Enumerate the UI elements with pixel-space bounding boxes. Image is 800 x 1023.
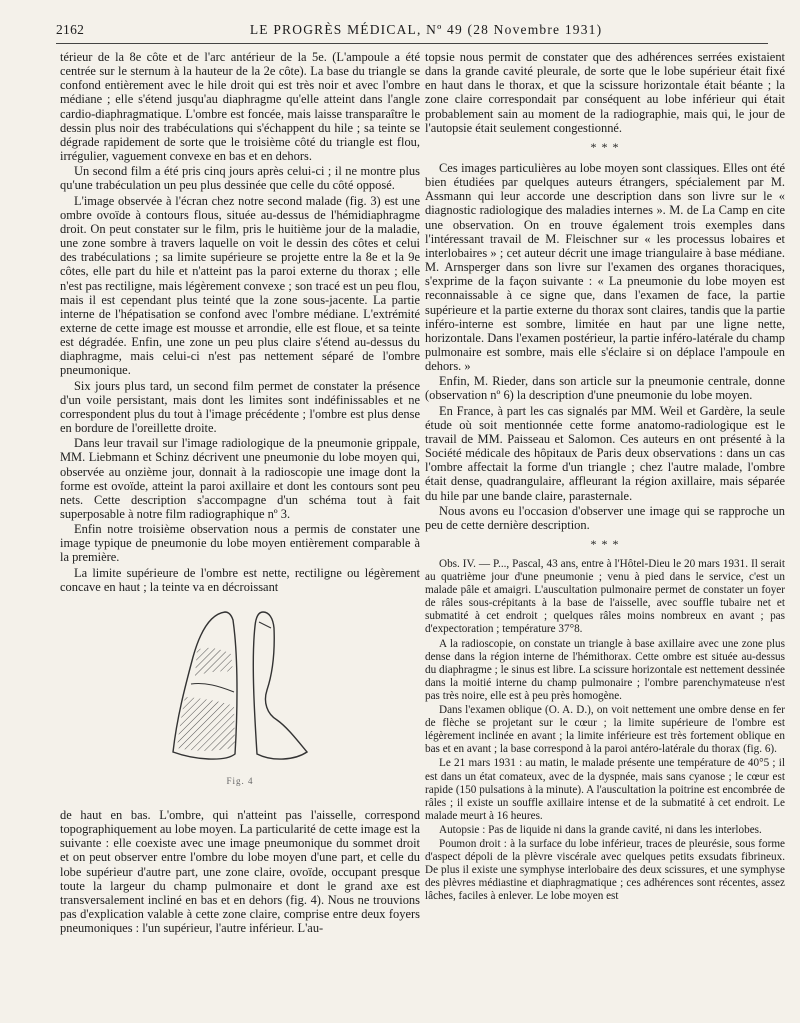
paragraph: Enfin notre troisième observation nous a permis de constater une image typique de pneumonie du lobe moyen entièrement comparable à la première. — [60, 522, 420, 565]
observation-block — [425, 558, 785, 903]
middle-lobe-shadow — [177, 697, 235, 751]
paragraph: La limite supérieure de l'ombre est nette, rectiligne ou légèrement concave en haut ; la teinte va en décroissant — [60, 565, 420, 594]
paragraph: Un second film a été pris cinq jours après celui-ci ; il ne montre plus qu'une trabéculation un peu plus dessinée que celle du côté opposé. — [60, 164, 420, 193]
paragraph: térieur de la 8e côte et de l'arc antérieur de la 5e. (L'ampoule a été centrée sur le sternum à la hauteur de la 2e côte). La base du triangle se confond entièrement avec le hile droit qui est très noir et avec l'ombre médiane ; elle s'étend jusqu'au diaphragme qu'elle atteint dans l'angle cardio-diaphragmatique. L'ombre est foncée, mais laisse transparaître le dessin plus noir des trabéculations qui s'échappent du hile ; sa teinte se dégrade rapidement de sorte que le troisième côté du triangle est flou, irrégulier, vaguement convexe en bas et en dehors. — [60, 50, 420, 164]
left-apex-mark — [259, 622, 271, 628]
lung-xray-sketch — [155, 602, 325, 772]
figure-caption: Fig. 4 — [226, 775, 254, 786]
paragraph: Nous avons eu l'occasion d'observer une image qui se rapproche un peu de cette dernière description. — [425, 503, 785, 532]
observation-paragraph: Autopsie : Pas de liquide ni dans la grande cavité, ni dans les interlobes. — [439, 823, 762, 836]
left-lung-outline — [253, 612, 307, 759]
page-header — [56, 22, 768, 42]
paragraph: L'image observée à l'écran chez notre second malade (fig. 3) est une ombre ovoïde à contours flous, située au-dessus de l'hémidiaphragme droit. On peut constater sur le film, pris le huitième jour de la maladie, une zone sombre à travers laquelle on voit le dessin des côtes et celui des trabéculations ; sa limite supérieure se projette entre la 8e et la 9e côtes, elle part du hile et n'atteint pas la paroi externe du thorax ; elle n'est pas rectiligne, mais légèrement convexe ; son tracé est un peu flou, mais il est cependant plus teinté que la zone sous-jacente. La partie interne de l'hépatisation se confond avec l'ombre médiane. L'extrémité externe de cette image est mousse et arrondie, elle est floue, et sa teinte est dégradée. Enfin, une zone un peu plus claire s'étend au-dessus du diaphragme, mais celui-ci n'est pas nettement séparé de l'ombre pneumonique. — [60, 193, 420, 378]
left-column — [60, 50, 420, 935]
paragraph: Ces images particulières au lobe moyen sont classiques. Elles ont été bien étudiées par quelques auteurs étrangers, spécialement par M. Assmann qui leur accorde une description dans son livre sur le « diagnostic radiologique des maladies internes ». M. de La Camp en cite une observation. On en trouve également trois exemples dans l'intéressant travail de M. Fleischner sur « les processus lobaires et interlobaires » ; cet auteur décrit une image triangulaire à base médiane. M. Arnsperger dans son livre sur l'examen des organes thoraciques, s'exprime de la façon suivante : « La pneumonie du lobe moyen est reconnaissable à ce signe que, dans l'examen de face, la partie supérieure et la partie externe du thorax sont claires, tandis que la partie inféro-interne est sombre, limitée en haut par une ligne nette, horizontale. Dans l'examen postérieur, la partie inféro-latérale du champ pulmonaire est sombre, mais elle s'éclaire si on déplace l'ampoule en dehors. » — [425, 160, 785, 374]
upper-lobe-shadow — [195, 648, 233, 676]
paragraph: En France, à part les cas signalés par MM. Weil et Gardère, la seule étude où soit mentionnée cette forme anatomo-radiologique est le travail de MM. Paisseau et Salomon. Ces auteurs en ont présenté à la Société médicale des hôpitaux de Paris deux observations : dans un cas l'ombre affectait la forme d'un triangle ; chez l'autre malade, l'ombre était dense, quadrangulaire, affleurant la région axillaire, mais séparée du hile par une bande claire, parasternale. — [425, 403, 785, 503]
section-separator: * * * — [590, 537, 620, 551]
header-rule — [56, 43, 768, 44]
figure-4 — [60, 602, 420, 798]
paragraph: topsie nous permit de constater que des adhérences serrées existaient dans la grande cavité pleurale, de sorte que le lobe supérieur était fixé en haut dans le thorax, et que la scissure horizontale était béante ; la zone claire correspondait par conséquent au lobe inférieur qui était probablement sain au moment de la radiographie, mais qui, le jour de l'autopsie était seulement congestionné. — [425, 50, 785, 135]
observation-paragraph: Le 21 mars 1931 : au matin, le malade présente une température de 40°5 ; il est dans un état comateux, avec de la dyspnée, mais sans cyanose ; le cœur est rapide (150 pulsations à la minute). A l'auscultation la poitrine est encombrée de râles ; il existe un souffle axillaire intense et de la submatité à cet endroit. Le malade meurt à 16 heures. — [425, 757, 785, 822]
paragraph: Dans leur travail sur l'image radiologique de la pneumonie grippale, MM. Liebmann et Schinz décrivent une pneumonie du lobe moyen qui, observée au onzième jour, donnait à la radioscopie une image dont la forme est ovoïde, atteint la paroi axillaire et dont les contours sont peu nets. Cette description s'accompagne d'un schéma tout à fait superposable à notre film radiographique nº 3. — [60, 436, 420, 521]
section-separator: * * * — [590, 139, 620, 154]
right-column — [425, 50, 785, 903]
paragraph: Six jours plus tard, un second film permet de constater la présence d'un voile persistant, mais dont les limites sont indéfinissables et ne correspondent plus du tout à l'image précédente ; l'ombre est plus dense en bordure de l'oreillette droite. — [60, 378, 420, 436]
observation-paragraph: Dans l'examen oblique (O. A. D.), on voit nettement une ombre dense en fer de flèche se projetant sur le cœur ; la limite supérieure de l'ombre est légèrement inclinée en avant ; la limite inférieure est très fortement oblique en bas et en avant ; la base correspond à la paroi antéro-latérale du thorax (fig. 6). — [425, 704, 785, 756]
observation-paragraph: Obs. IV. — P..., Pascal, 43 ans, entre à l'Hôtel-Dieu le 20 mars 1931. Il serait au quatrième jour d'une pneumonie ; venu à pied dans le service, c'est un malade pâle et amaigri. L'auscultation pulmonaire permet de constater un foyer de râles sous-crépitants à la base de l'aisselle, avec souffle tubaire net et submatité à cet endroit ; quelques râles moins nombreux en avant ; pas d'expectoration ; température 37°8. — [425, 558, 785, 636]
observation-paragraph: Poumon droit : à la surface du lobe inférieur, traces de pleurésie, sous forme d'aspect dépoli de la plèvre viscérale avec quelques petits exsudats fibrineux. De plus il existe une symphyse interlobaire des deux scissures, et une symphyse des plèvres médiastine et diaphragmatique ; ces adhérences sont récentes, assez lâches, faciles à enlever. Le lobe moyen est — [425, 837, 785, 903]
paragraph: Enfin, M. Rieder, dans son article sur la pneumonie centrale, donne (observation nº 6) la description d'une pneumonie du lobe moyen. — [425, 374, 785, 403]
page-number: 2162 — [56, 22, 85, 37]
horizontal-fissure — [191, 683, 234, 692]
paragraph: de haut en bas. L'ombre, qui n'atteint pas l'aisselle, correspond topographiquement au lobe moyen. La particularité de cette image est la suivante : elle coexiste avec une image pneumonique du sommet droit et on peut observer entre l'ombre du lobe moyen d'une part, et celle du lobe supérieur d'autre part, une zone claire, ovoïde, occupant presque toute la largeur du champ pulmonaire et dont le grand axe est transversalement incliné en bas et en dehors (fig. 4). Nous ne trouvions pas d'explication valable à cette zone claire, comprise entre deux foyers pneumoniques : l'un supérieur, l'autre inférieur. L'au- — [60, 807, 420, 936]
journal-title: LE PROGRÈS MÉDICAL, Nº 49 (28 Novembre 1931) — [249, 22, 603, 37]
observation-paragraph: A la radioscopie, on constate un triangle à base axillaire avec une zone plus dense dans la région interne de l'hémithorax. Cette ombre est située au-dessus du diaphragme ; le sinus est libre. La scissure horizontale est nettement dessinée dans la moitié interne du champ pulmonaire ; l'ombre parenchymateuse n'est pas très noire, elle est à peu près homogène. — [425, 637, 785, 702]
